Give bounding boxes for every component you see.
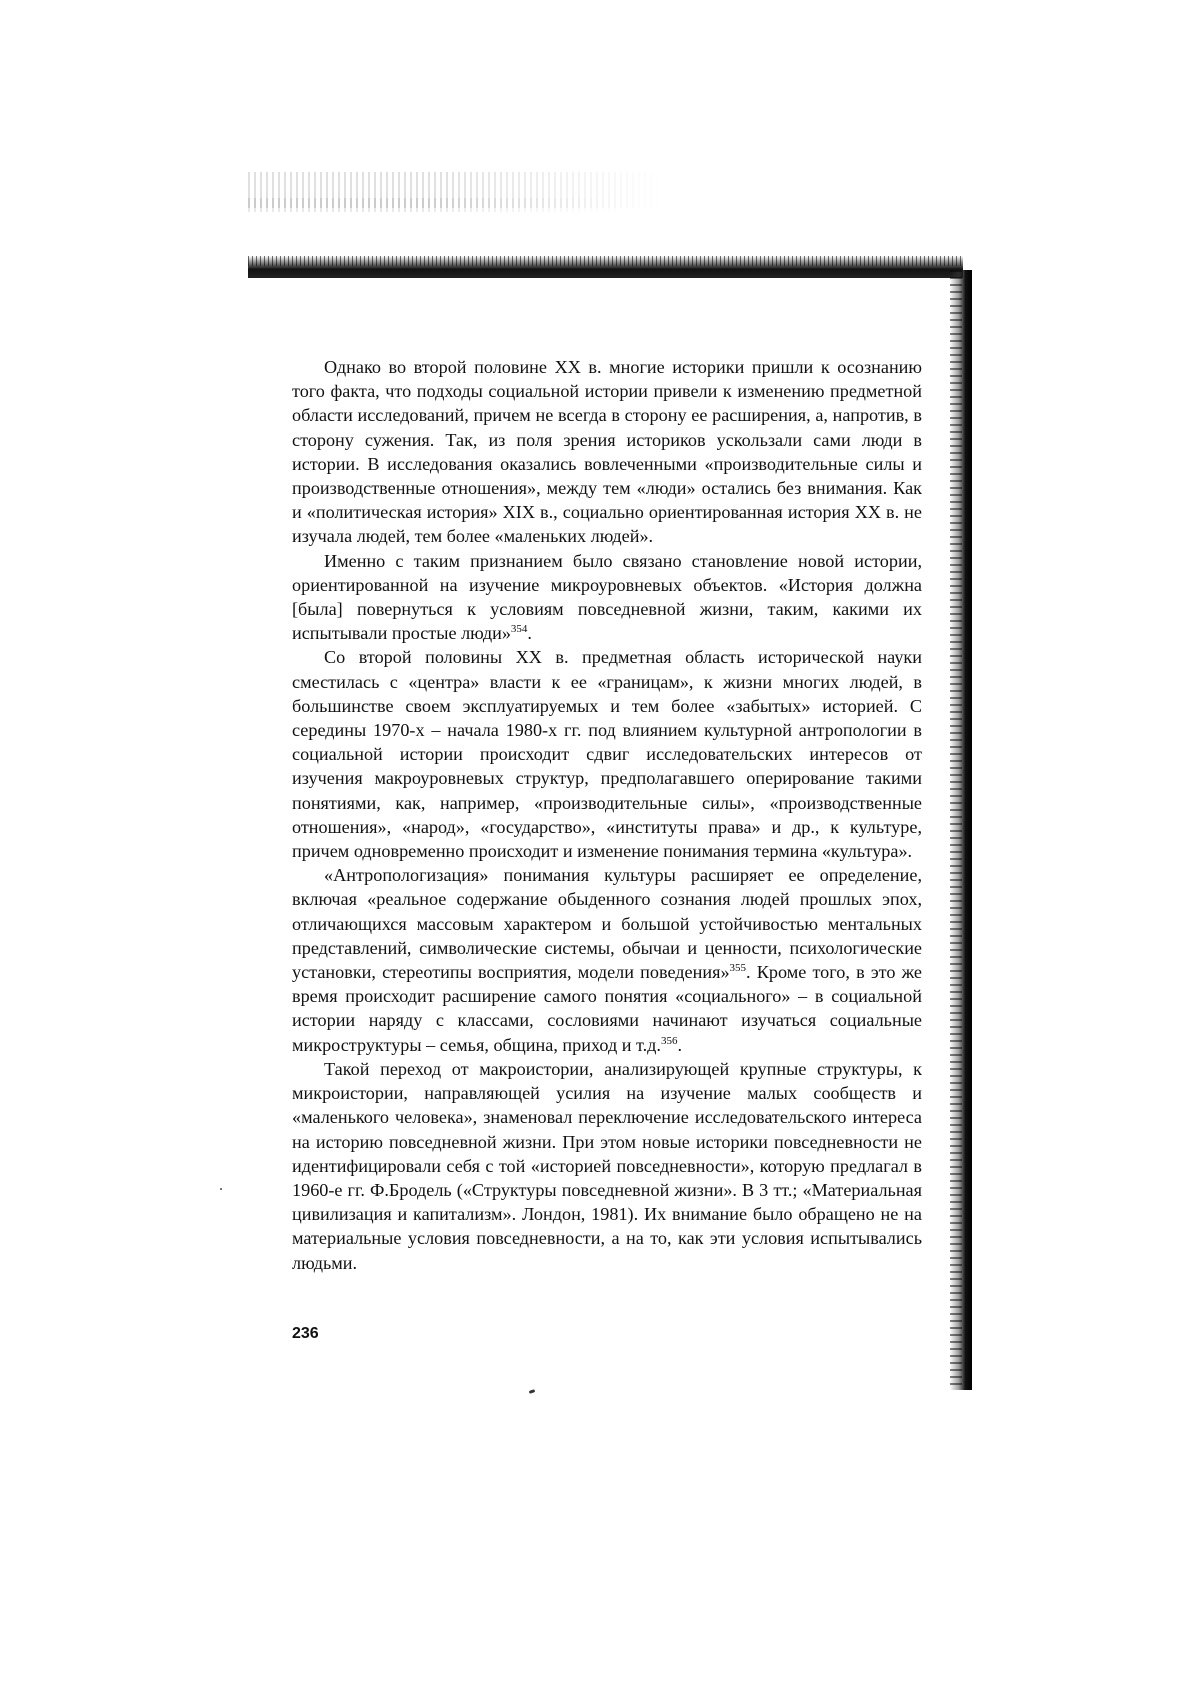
paragraph-text: . Кроме того, в это же время происходит расширение самого понятия «социального» – в социальной истории наряду с классами, сословиями начинают изучаться социальные микроструктуры – семья, община, приход и т.д. (292, 962, 922, 1055)
paragraph-text: Именно с таким признанием было связано становление новой истории, ориентированной на изучение микроуровневых объектов. «История должна [была] повернуться к условиям повседневной жизни, таким, какими их испытывали простые люди» (292, 550, 922, 644)
paragraph (292, 863, 922, 1057)
scan-top-edge (248, 256, 963, 278)
footnote-ref: 356 (660, 1034, 678, 1047)
scan-right-edge (950, 270, 972, 1390)
bleed-through-noise (248, 198, 628, 212)
paragraph (292, 355, 922, 549)
paragraph (292, 549, 922, 646)
paragraph-text: Со второй половины XX в. предметная область исторической науки сместилась с «центра» власти к ее «границам», к жизни многих людей, в большинстве своем эксплуатируемых и тем более «забытых» историей. С середины 1970-х – начала 1980-х гг. под влиянием культурной антропологии в социальной истории происходит сдвиг исследовательских интересов от изучения макроуровневых структур, предполагавшего оперирование такими понятиями, как, например, «производительные силы», «производственные отношения», «народ», «государство», «институты права» и др., к культуре, причем одновременно происходит и изменение понимания термина «культура». (292, 647, 922, 862)
page-number: 236 (292, 1325, 319, 1342)
paragraph-text: . (677, 1034, 683, 1055)
scan-speck (220, 1188, 222, 1190)
footnote-ref: 354 (510, 623, 528, 636)
paragraph-text: «Антропологизация» понимания культуры расширяет ее определение, включая «реальное содержание обыденного сознания людей прошлых эпох, отличающихся массовым характером и большой устойчивостью ментальных представлений, символические системы, обычаи и ценности, психологические установки, стереотипы восприятия, модели поведения» (292, 865, 922, 983)
paragraph (292, 645, 922, 863)
paragraph-text: Такой переход от макроистории, анализирующей крупные структуры, к микроистории, направляющей усилия на изучение малых сообществ и «маленького человека», знаменовал переключение исследовательского интереса на историю повседневной жизни. При этом новые историки повседневности не идентифицировали себя с той «историей повседневности», которую предлагал в 1960-е гг. Ф.Бродель («Структуры повседневной жизни». В 3 тт.; «Материальная цивилизация и капитализм». Лондон, 1981). Их внимание было обращено не на материальные условия повседневности, а на то, как эти условия испытывались людьми. (292, 1058, 922, 1273)
body-text (292, 355, 922, 1275)
scan-speck (529, 1389, 536, 1394)
paragraph-text: Однако во второй половине XX в. многие историки пришли к осознанию того факта, что подходы социальной истории привели к изменению предметной области исследований, причем не всегда в сторону ее расширения, а, напротив, в сторону сужения. Так, из поля зрения историков ускользали сами люди в истории. В исследования оказались вовлеченными «производительные силы и производственные отношения», между тем «люди» остались без внимания. Как и «политическая история» XIX в., социально ориентированная история XX в. не изучала людей, тем более «маленьких людей». (292, 357, 922, 547)
paragraph (292, 1057, 922, 1275)
footnote-ref: 355 (729, 962, 747, 975)
paragraph-text: . (527, 623, 532, 644)
